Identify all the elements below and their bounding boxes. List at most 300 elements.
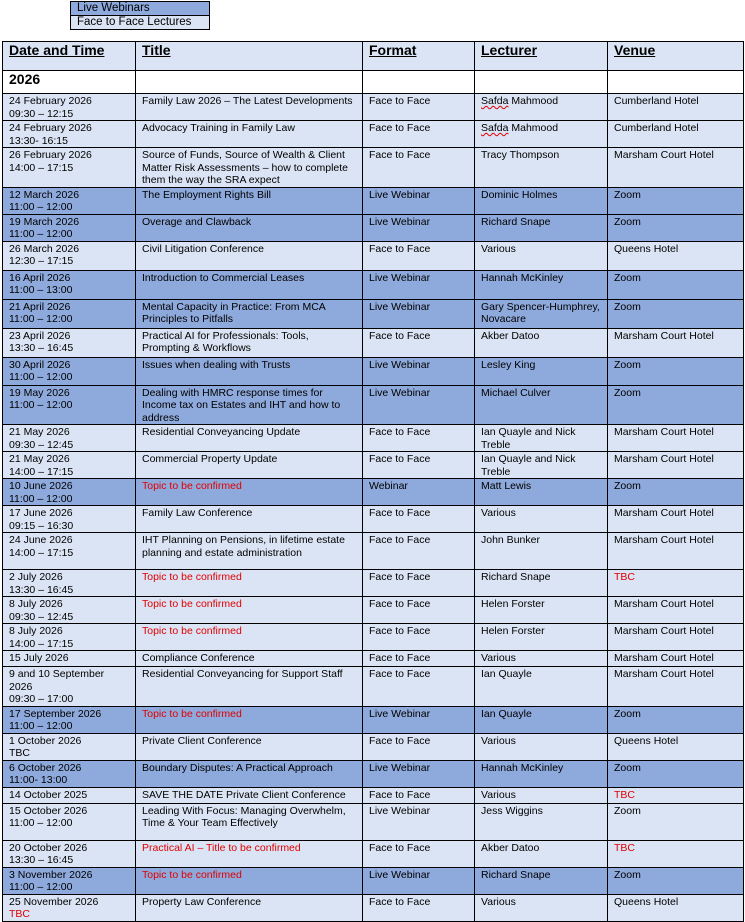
cell-title-text: Topic to be confirmed (142, 480, 242, 492)
cell-date (3, 787, 136, 803)
cell-lecturer (475, 533, 608, 570)
cell-venue (608, 425, 744, 452)
cell-venue-text: Zoom (614, 386, 641, 399)
cell-date-text: 2 July 2026 13:30 – 16:45 (9, 571, 74, 596)
cell-lecturer (475, 299, 608, 328)
cell-date-text: 14 October 2025 (9, 788, 88, 801)
cell-venue (608, 94, 744, 121)
table-row (3, 706, 744, 733)
cell-date-text: 26 February 2026 14:00 – 17:15 (9, 149, 92, 174)
cell-title (136, 894, 363, 921)
cell-lecturer-text: Richard Snape (481, 868, 551, 881)
cell-venue-text: Zoom (614, 358, 641, 371)
cell-date-text: 6 October 2026 11:00- 13:00 (9, 761, 82, 786)
cell-date (3, 533, 136, 570)
table-row (3, 570, 744, 597)
cell-format-text: Face to Face (369, 242, 431, 255)
cell-format (363, 706, 475, 733)
cell-title-text: Property Law Conference (142, 895, 262, 908)
cell-lecturer-text: Richard Snape (481, 215, 551, 228)
cell-lecturer-text: Various (481, 507, 516, 519)
cell-lecturer (475, 121, 608, 148)
cell-venue (608, 214, 744, 241)
cell-venue-text: Cumberland Hotel (614, 95, 699, 107)
cell-date-text: 17 September 2026 11:00 – 12:00 (9, 707, 102, 732)
cell-format-text: Face to Face (369, 507, 431, 519)
cell-format-text: Face to Face (369, 652, 431, 664)
cell-date (3, 706, 136, 733)
legend-face-to-face: Face to Face Lectures (71, 16, 210, 30)
cell-venue (608, 148, 744, 188)
cell-date (3, 760, 136, 787)
cell-lecturer (475, 187, 608, 214)
table-row (3, 270, 744, 299)
cell-title-text: Dealing with HMRC response times for Income tax on Estates and IHT and how to address (142, 386, 341, 424)
cell-format (363, 121, 475, 148)
cell-venue (608, 241, 744, 270)
cell-format-text: Face to Face (369, 841, 431, 854)
cell-venue (608, 299, 744, 328)
cell-date (3, 452, 136, 479)
cell-title (136, 452, 363, 479)
cell-date-text: 10 June 2026 11:00 – 12:00 (9, 480, 73, 505)
cell-format-text: Live Webinar (369, 761, 431, 774)
cell-title (136, 533, 363, 570)
cell-format (363, 385, 475, 425)
cell-venue-text: Marsham Court Hotel (614, 329, 714, 342)
cell-format (363, 867, 475, 894)
cell-date-text: 23 April 2026 13:30 – 16:45 (9, 329, 74, 354)
cell-title-text: Topic to be confirmed (142, 868, 242, 881)
cell-date-text: 20 October 2026 13:30 – 16:45 (9, 841, 88, 866)
cell-lecturer-text: Helen Forster (481, 625, 545, 637)
cell-date-text: 24 February 2026 13:30- 16:15 (9, 122, 92, 147)
cell-lecturer (475, 667, 608, 707)
cell-venue (608, 733, 744, 760)
cell-format-text: Face to Face (369, 625, 431, 637)
cell-date-text: 9 and 10 September 2026 09:30 – 17:00 (9, 668, 105, 705)
cell-date (3, 270, 136, 299)
table-row (3, 187, 744, 214)
cell-title-text: Family Law 2026 – The Latest Developments (142, 95, 353, 107)
cell-venue (608, 506, 744, 533)
table-row (3, 803, 744, 840)
cell-title (136, 787, 363, 803)
cell-venue-text: Zoom (614, 480, 641, 492)
cell-format-text: Live Webinar (369, 804, 431, 817)
cell-venue (608, 479, 744, 506)
cell-format-text: Live Webinar (369, 188, 431, 201)
table-row (3, 867, 744, 894)
cell-format (363, 270, 475, 299)
year-row (3, 71, 744, 94)
cell-venue (608, 894, 744, 921)
cell-format (363, 533, 475, 570)
cell-venue-text: Marsham Court Hotel (614, 598, 714, 610)
cell-venue-text: Zoom (614, 804, 641, 817)
cell-format (363, 894, 475, 921)
cell-lecturer (475, 214, 608, 241)
cell-venue-text: Zoom (614, 215, 641, 228)
table-row (3, 425, 744, 452)
cell-venue-text: Queens Hotel (614, 242, 679, 255)
cell-lecturer-text: Ian Quayle (481, 707, 532, 720)
cell-lecturer-text: Jess Wiggins (481, 804, 543, 817)
cell-format-text: Face to Face (369, 122, 431, 134)
cell-venue-text: Queens Hotel (614, 734, 679, 747)
cell-format-text: Face to Face (369, 95, 431, 107)
cell-lecturer-text: Ian Quayle and Nick Treble (481, 426, 576, 451)
cell-title-text: Source of Funds, Source of Wealth & Client Matter Risk Assessments – how to complete them the way the SRA expect (142, 149, 348, 186)
cell-title (136, 570, 363, 597)
cell-date (3, 328, 136, 357)
cell-format-text: Live Webinar (369, 868, 431, 881)
cell-lecturer (475, 506, 608, 533)
cell-lecturer-text: Helen Forster (481, 598, 545, 610)
cell-lecturer (475, 867, 608, 894)
table-row (3, 533, 744, 570)
cell-lecturer (475, 651, 608, 667)
cell-format-text: Face to Face (369, 149, 431, 161)
cell-format-text: Face to Face (369, 734, 431, 747)
cell-date (3, 299, 136, 328)
cell-venue-text: Marsham Court Hotel (614, 534, 714, 546)
cell-title (136, 241, 363, 270)
cell-lecturer-text: Matt Lewis (481, 480, 532, 492)
cell-venue (608, 667, 744, 707)
cell-date (3, 425, 136, 452)
cell-lecturer-text: Lesley King (481, 358, 536, 371)
cell-date (3, 241, 136, 270)
cell-format (363, 452, 475, 479)
cell-lecturer-text: Various (481, 788, 516, 801)
cell-date (3, 733, 136, 760)
cell-venue-text: Zoom (614, 707, 641, 720)
cell-venue (608, 328, 744, 357)
cell-venue (608, 803, 744, 840)
header-row (3, 42, 744, 71)
cell-venue-text: Marsham Court Hotel (614, 507, 714, 519)
cell-title-text: Advocacy Training in Family Law (142, 122, 295, 134)
cell-lecturer-text: Hannah McKinley (481, 271, 564, 284)
cell-format (363, 148, 475, 188)
cell-date-text: 30 April 2026 11:00 – 12:00 (9, 358, 73, 383)
cell-venue (608, 787, 744, 803)
cell-date (3, 94, 136, 121)
cell-date-text: 19 May 2026 11:00 – 12:00 (9, 386, 73, 411)
cell-title (136, 187, 363, 214)
cell-format-text: Live Webinar (369, 215, 431, 228)
cell-lecturer-text: Ian Quayle and Nick Treble (481, 453, 576, 478)
cell-title-text: Leading With Focus: Managing Overwhelm, Time & Your Team Effectively (142, 804, 346, 829)
cell-venue-text: Marsham Court Hotel (614, 149, 714, 161)
cell-title (136, 328, 363, 357)
table-row (3, 506, 744, 533)
cell-date (3, 651, 136, 667)
cell-venue-text: Marsham Court Hotel (614, 625, 714, 637)
cell-lecturer-text: Safda Mahmood (481, 122, 559, 134)
table-row (3, 121, 744, 148)
cell-venue (608, 840, 744, 867)
cell-venue (608, 121, 744, 148)
cell-format (363, 840, 475, 867)
cell-lecturer (475, 385, 608, 425)
cell-lecturer (475, 840, 608, 867)
table-row (3, 787, 744, 803)
cell-format (363, 187, 475, 214)
cell-format (363, 94, 475, 121)
table-row (3, 328, 744, 357)
cell-format-text: Face to Face (369, 598, 431, 610)
cell-lecturer-text: Various (481, 652, 516, 664)
cell-date (3, 894, 136, 921)
cell-format (363, 651, 475, 667)
cell-venue (608, 760, 744, 787)
cell-date-text: 21 May 2026 09:30 – 12:45 (9, 426, 74, 451)
cell-lecturer (475, 425, 608, 452)
cell-date-text: 15 July 2026 (9, 652, 69, 664)
cell-lecturer-text: Ian Quayle (481, 668, 532, 680)
cell-format (363, 803, 475, 840)
cell-title-text: Overage and Clawback (142, 215, 252, 228)
cell-format-text: Face to Face (369, 453, 431, 465)
cell-date (3, 506, 136, 533)
cell-date (3, 597, 136, 624)
cell-title-text: Civil Litigation Conference (142, 242, 264, 255)
cell-date-text: 26 March 2026 12:30 – 17:15 (9, 242, 80, 267)
cell-title-text: Mental Capacity in Practice: From MCA Principles to Pitfalls (142, 300, 326, 325)
cell-format-text: Live Webinar (369, 271, 431, 284)
cell-format-text: Live Webinar (369, 358, 431, 371)
cell-lecturer (475, 357, 608, 385)
cell-title (136, 270, 363, 299)
cell-title-text: Topic to be confirmed (142, 707, 242, 720)
table-row (3, 241, 744, 270)
cell-lecturer-text: Various (481, 895, 516, 908)
cell-format (363, 787, 475, 803)
cell-title-text: Introduction to Commercial Leases (142, 271, 305, 284)
cell-format-text: Live Webinar (369, 707, 431, 720)
cell-lecturer (475, 452, 608, 479)
header-lecturer: Lecturer (475, 42, 608, 71)
cell-format (363, 570, 475, 597)
cell-title (136, 385, 363, 425)
cell-format-text: Live Webinar (369, 386, 431, 399)
cell-date-text: 8 July 2026 09:30 – 12:45 (9, 598, 74, 623)
cell-format (363, 624, 475, 651)
cell-lecturer-text: Akber Datoo (481, 329, 540, 342)
cell-venue (608, 270, 744, 299)
cell-title-text: Topic to be confirmed (142, 598, 242, 610)
cell-venue (608, 624, 744, 651)
cell-title-text: Topic to be confirmed (142, 625, 242, 637)
cell-venue-text: Queens Hotel (614, 895, 679, 908)
cell-date-text: 24 June 2026 14:00 – 17:15 (9, 534, 74, 559)
cell-title-text: Topic to be confirmed (142, 571, 242, 583)
cell-lecturer (475, 570, 608, 597)
year-label: 2026 (3, 71, 136, 94)
cell-date (3, 624, 136, 651)
table-row (3, 840, 744, 867)
table-row (3, 894, 744, 921)
cell-title (136, 667, 363, 707)
cell-venue (608, 570, 744, 597)
cell-venue (608, 597, 744, 624)
header-title: Title (136, 42, 363, 71)
cell-date-text: 3 November 2026 11:00 – 12:00 (9, 868, 93, 893)
table-row (3, 94, 744, 121)
cell-lecturer-text: Akber Datoo (481, 841, 540, 854)
cell-venue (608, 357, 744, 385)
table-row (3, 760, 744, 787)
cell-title-text: Issues when dealing with Trusts (142, 358, 291, 371)
cell-lecturer-text: Tracy Thompson (481, 149, 560, 161)
cell-venue-text: Zoom (614, 300, 641, 313)
cell-date (3, 187, 136, 214)
cell-format-text: Face to Face (369, 534, 431, 546)
cell-venue-text: Marsham Court Hotel (614, 426, 714, 438)
cell-venue-text: Marsham Court Hotel (614, 453, 714, 465)
cell-date (3, 867, 136, 894)
cell-lecturer-text: Safda Mahmood (481, 95, 559, 107)
cell-venue-text: Zoom (614, 868, 641, 881)
cell-lecturer-text: Gary Spencer-Humphrey, Novacare (481, 300, 600, 325)
cell-date-text: 1 October 2026 TBC (9, 734, 82, 759)
cell-title (136, 506, 363, 533)
cell-title-text: IHT Planning on Pensions, in lifetime estate planning and estate administration (142, 534, 345, 559)
cell-lecturer (475, 241, 608, 270)
cell-title (136, 94, 363, 121)
cell-format (363, 214, 475, 241)
cell-lecturer (475, 803, 608, 840)
cell-title-text: Practical AI – Title to be confirmed (142, 841, 301, 854)
cell-venue (608, 867, 744, 894)
cell-lecturer (475, 328, 608, 357)
cell-date-text: 15 October 2026 11:00 – 12:00 (9, 804, 88, 829)
cell-date-tbc: TBC (9, 908, 30, 920)
cell-title-text: Practical AI for Professionals: Tools, Prompting & Workflows (142, 329, 309, 354)
header-date: Date and Time (3, 42, 136, 71)
cell-date (3, 148, 136, 188)
cell-title (136, 760, 363, 787)
cell-title-text: Family Law Conference (142, 507, 253, 519)
cell-venue-text: TBC (614, 571, 635, 583)
table-row (3, 667, 744, 707)
cell-venue (608, 651, 744, 667)
cell-lecturer-text: John Bunker (481, 534, 540, 546)
cell-format (363, 597, 475, 624)
cell-lecturer-text: Various (481, 242, 516, 255)
cell-venue-text: Marsham Court Hotel (614, 652, 714, 664)
cell-date (3, 479, 136, 506)
table-row (3, 624, 744, 651)
cell-title-text: The Employment Rights Bill (142, 188, 271, 201)
cell-lecturer-text: Various (481, 734, 516, 747)
cell-lecturer (475, 597, 608, 624)
cell-title-text: SAVE THE DATE Private Client Conference (142, 788, 346, 801)
cell-venue (608, 385, 744, 425)
cell-format (363, 328, 475, 357)
cell-venue (608, 452, 744, 479)
cell-lecturer (475, 479, 608, 506)
cell-format-text: Face to Face (369, 426, 431, 438)
cell-format (363, 479, 475, 506)
cell-lecturer (475, 148, 608, 188)
cell-title (136, 651, 363, 667)
cell-title (136, 357, 363, 385)
table-row (3, 733, 744, 760)
cell-title (136, 299, 363, 328)
cell-lecturer (475, 270, 608, 299)
cell-title-text: Residential Conveyancing for Support Staff (142, 668, 343, 680)
table-row (3, 148, 744, 188)
cell-venue-text: Zoom (614, 761, 641, 774)
cell-title (136, 214, 363, 241)
cell-format-text: Webinar (369, 480, 408, 492)
cell-date-text: 16 April 2026 11:00 – 13:00 (9, 271, 73, 296)
cell-lecturer-text: Michael Culver (481, 386, 551, 399)
table-row (3, 214, 744, 241)
cell-date-text: 17 June 2026 09:15 – 16:30 (9, 507, 74, 532)
cell-format (363, 760, 475, 787)
cell-format (363, 241, 475, 270)
cell-date (3, 357, 136, 385)
cell-title (136, 148, 363, 188)
schedule-table (2, 41, 744, 922)
table-row (3, 597, 744, 624)
cell-title-text: Private Client Conference (142, 734, 262, 747)
cell-title (136, 121, 363, 148)
cell-format-text: Face to Face (369, 329, 431, 342)
header-format: Format (363, 42, 475, 71)
cell-venue (608, 187, 744, 214)
cell-title-text: Residential Conveyancing Update (142, 426, 301, 438)
cell-venue (608, 533, 744, 570)
cell-lecturer (475, 733, 608, 760)
cell-lecturer (475, 787, 608, 803)
cell-date-text: 8 July 2026 14:00 – 17:15 (9, 625, 74, 650)
cell-date (3, 570, 136, 597)
cell-lecturer (475, 624, 608, 651)
cell-date (3, 214, 136, 241)
cell-format-text: Face to Face (369, 668, 431, 680)
cell-lecturer-text: Richard Snape (481, 571, 551, 583)
cell-title (136, 803, 363, 840)
cell-lecturer-text: Hannah McKinley (481, 761, 564, 774)
cell-format (363, 506, 475, 533)
cell-date-text: 25 November 2026 (9, 895, 99, 908)
cell-title-text: Boundary Disputes: A Practical Approach (142, 761, 333, 774)
cell-format-text: Face to Face (369, 895, 431, 908)
cell-title (136, 867, 363, 894)
cell-date-text: 19 March 2026 11:00 – 12:00 (9, 215, 80, 240)
cell-lecturer (475, 760, 608, 787)
cell-date-text: 12 March 2026 11:00 – 12:00 (9, 188, 80, 213)
cell-venue-text: Cumberland Hotel (614, 122, 699, 134)
cell-date-text: 21 April 2026 11:00 – 12:00 (9, 300, 73, 325)
table-row (3, 452, 744, 479)
cell-title (136, 597, 363, 624)
cell-title (136, 425, 363, 452)
header-venue: Venue (608, 42, 744, 71)
cell-venue (608, 706, 744, 733)
cell-lecturer-text: Dominic Holmes (481, 188, 558, 201)
cell-lecturer (475, 894, 608, 921)
cell-title-text: Commercial Property Update (142, 453, 278, 465)
cell-title (136, 733, 363, 760)
cell-title-text: Compliance Conference (142, 652, 255, 664)
cell-title (136, 624, 363, 651)
